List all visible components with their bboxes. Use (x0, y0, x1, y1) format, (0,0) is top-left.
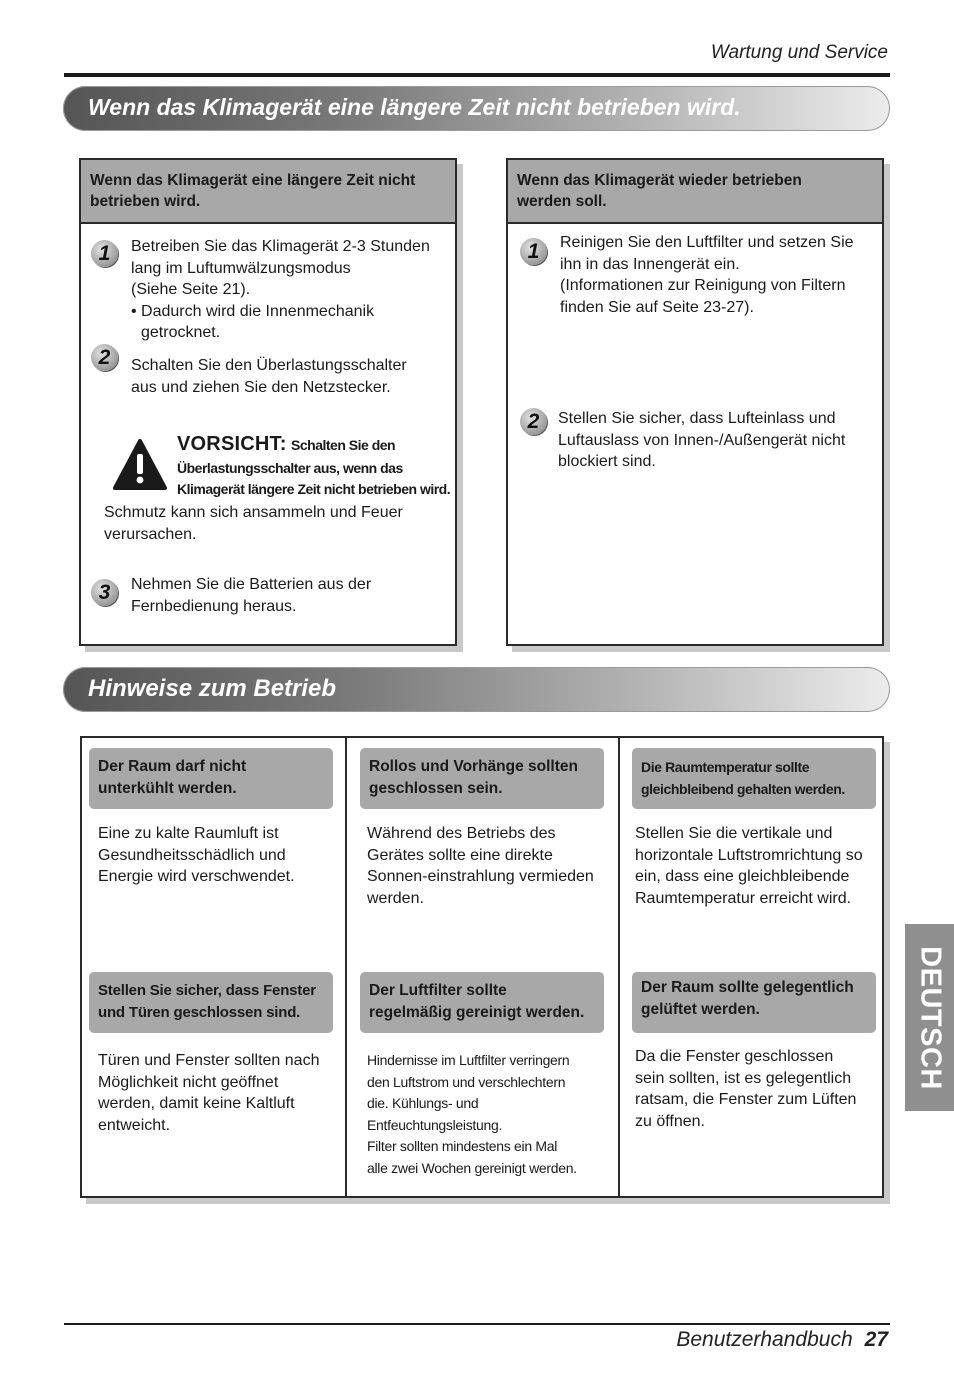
text-line: Stellen Sie sicher, dass Fenster (98, 982, 316, 999)
text-line: den Luftstrom und verschlechtern (367, 1073, 566, 1090)
text-line: alle zwei Wochen gereinigt werden. (367, 1159, 577, 1176)
tip-body (367, 1050, 612, 1179)
text-line: gelüftet werden. (641, 1001, 760, 1018)
text-line: ihn in das Innengerät ein. (560, 255, 740, 273)
text-line: Reinigen Sie den Luftfilter und setzen Sie (560, 234, 854, 251)
text-line: werden, damit keine Kaltluft (98, 1095, 295, 1112)
tip-heading (360, 972, 604, 1033)
box-heading-line: werden soll. (517, 193, 607, 210)
text-line: Möglichkeit nicht geöffnet (98, 1073, 279, 1091)
column-divider (345, 738, 347, 1196)
box-not-operated (79, 158, 457, 646)
text-line: Gerätes sollte eine direkte (367, 846, 553, 864)
banner-longer-idle (63, 86, 890, 131)
text-line: getrocknet. (141, 324, 221, 341)
step-2-badge: 2 (520, 408, 547, 435)
text-line: Entfeuchtungsleistung. (367, 1116, 503, 1133)
step-1-text (131, 236, 449, 344)
text-line: ein, dass eine gleichbleibende (635, 868, 850, 885)
text-line: lang im Luftumwälzungsmodus (131, 259, 351, 277)
text-line: Eine zu kalte Raumluft ist (98, 825, 279, 842)
tip-body (635, 823, 875, 909)
tip-body (98, 823, 338, 888)
text-line: ratsam, die Fenster zum Lüften (635, 1091, 857, 1108)
box-resume-operation (506, 158, 884, 646)
page-footer (560, 1328, 888, 1352)
tip-body (367, 823, 612, 909)
text-line: Schmutz kann sich ansammeln und Feuer (104, 504, 403, 521)
tip-heading (89, 748, 333, 809)
banner-operating-tips (63, 667, 890, 712)
text-line: Nehmen Sie die Batterien aus der (131, 576, 372, 593)
text-line: verursachen. (104, 525, 197, 543)
warning-block (177, 432, 457, 500)
column-divider (618, 738, 620, 1196)
language-tab (905, 924, 954, 1111)
text-line: Raumtemperatur erreicht wird. (635, 889, 852, 907)
text-line: horizontale Luftstromrichtung so (635, 846, 863, 864)
step-3-text (131, 574, 449, 617)
warning-label: VORSICHT: (177, 433, 287, 455)
text-line: Der Raum sollte gelegentlich (641, 979, 854, 996)
text-line: • Dadurch wird die Innenmechanik (131, 302, 375, 320)
tip-heading (632, 972, 876, 1033)
top-divider (64, 73, 890, 77)
text-line: Luftauslass von Innen-/Außengerät nicht (558, 431, 846, 449)
text-line: Stellen Sie sicher, dass Lufteinlass und (558, 410, 836, 427)
text-line: Der Luftfilter sollte (369, 982, 507, 999)
warning-text: Schalten Sie den (291, 437, 396, 453)
text-line: und Türen geschlossen sind. (98, 1004, 301, 1021)
text-line: regelmäßig gereinigt werden. (369, 1004, 585, 1021)
text-line: zu öffnen. (635, 1112, 705, 1130)
box-heading (81, 160, 455, 224)
text-line: Der Raum darf nicht (98, 758, 247, 775)
warning-triangle-icon (112, 438, 168, 492)
tip-heading (360, 748, 604, 809)
text-line: die. Kühlungs- und (367, 1095, 479, 1111)
text-line: geschlossen sein. (369, 780, 503, 797)
text-line: Filter sollten mindestens ein Mal (367, 1138, 558, 1154)
text-line: Rollos und Vorhänge sollten (369, 758, 578, 775)
tip-body (635, 1046, 875, 1132)
banner-title: Wenn das Klimagerät eine längere Zeit nicht betrieben wird. (88, 94, 741, 120)
text-line: Sonnen-einstrahlung vermieden (367, 868, 594, 885)
text-line: Gesundheitsschädlich und (98, 846, 286, 864)
text-line: gleichbleibend gehalten werden. (641, 781, 845, 797)
manual-label: Benutzerhandbuch (676, 1328, 853, 1351)
warning-note (104, 502, 444, 545)
text-line: Hindernisse im Luftfilter verringern (367, 1052, 570, 1068)
language-tab-label: DEUTSCH (914, 945, 946, 1090)
tip-body (98, 1050, 338, 1136)
step-1-badge: 1 (520, 238, 547, 265)
step-3-badge: 3 (91, 579, 118, 606)
tips-grid (80, 736, 884, 1198)
text-line: blockiert sind. (558, 453, 656, 470)
text-line: finden Sie auf Seite 23-27). (560, 298, 754, 316)
text-line: Während des Betriebs des (367, 825, 556, 842)
text-line: (Informationen zur Reinigung von Filtern (560, 277, 846, 294)
step-2-text (131, 355, 449, 398)
box-heading-line: Wenn das Klimagerät eine längere Zeit nicht (90, 172, 416, 189)
step-1-text (560, 232, 878, 318)
page-number: 27 (864, 1328, 888, 1351)
box-heading (508, 160, 882, 224)
text-line: Schalten Sie den Überlastungsschalter (131, 357, 407, 374)
text-line: Türen und Fenster sollten nach (98, 1052, 320, 1069)
text-line: unterkühlt werden. (98, 780, 237, 797)
text-line: entweicht. (98, 1116, 171, 1134)
banner-title: Hinweise zum Betrieb (88, 675, 337, 702)
text-line: aus und ziehen Sie den Netzstecker. (131, 378, 391, 396)
warning-text: Klimagerät längere Zeit nicht betrieben wird. (177, 481, 451, 497)
tip-heading (89, 972, 333, 1033)
box-heading-line: Wenn das Klimagerät wieder betrieben (517, 172, 802, 189)
step-1-badge: 1 (91, 240, 118, 267)
text-line: werden. (367, 889, 424, 907)
text-line: Da die Fenster geschlossen (635, 1048, 834, 1065)
text-line: Fernbedienung heraus. (131, 597, 297, 615)
section-title: Wartung und Service (710, 42, 888, 63)
box-heading-line: betrieben wird. (90, 193, 201, 210)
text-line: Energie wird verschwendet. (98, 868, 295, 885)
step-2-text (558, 408, 878, 473)
tip-heading (632, 748, 876, 809)
text-line: sein sollten, ist es gelegentlich (635, 1069, 852, 1087)
warning-text: Überlastungsschalter aus, wenn das (177, 460, 403, 476)
text-line: Betreiben Sie das Klimagerät 2-3 Stunden (131, 238, 430, 255)
step-2-badge: 2 (91, 344, 118, 371)
text-line: (Siehe Seite 21). (131, 281, 251, 298)
text-line: Die Raumtemperatur sollte (641, 759, 810, 775)
bottom-divider (64, 1323, 890, 1325)
text-line: Stellen Sie die vertikale und (635, 825, 833, 842)
